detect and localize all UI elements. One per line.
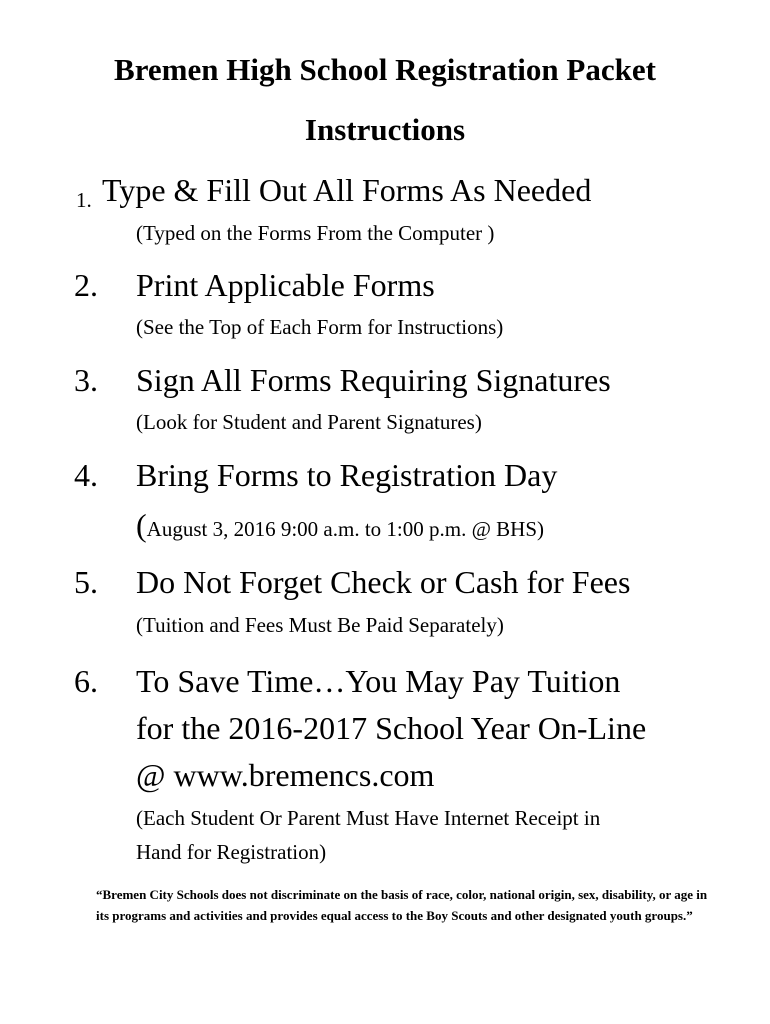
step-number: 1.: [76, 188, 92, 212]
page-title: Bremen High School Registration Packet: [114, 52, 656, 87]
step-number: 6.: [74, 663, 98, 699]
page-subtitle: Instructions: [304, 112, 466, 147]
step-heading-line-2: for the 2016-2017 School Year On-Line: [136, 710, 647, 746]
note-open-paren: (: [136, 507, 147, 543]
step-heading: Bring Forms to Registration Day: [136, 457, 558, 493]
step-note: (Tuition and Fees Must Be Paid Separately): [136, 613, 504, 637]
non-discrimination-statement: “Bremen City Schools does not discriminate on the basis of race, color, national origin, sex, disability, or age in its programs and activities and provides equal access to the Boy Scouts and other designated youth groups.”: [96, 887, 708, 923]
step-heading: Type & Fill Out All Forms As Needed: [102, 172, 592, 208]
step-note-line-1: (Each Student Or Parent Must Have Internet Receipt in: [136, 806, 601, 830]
step-number: 5.: [74, 564, 98, 600]
step-heading: Sign All Forms Requiring Signatures: [136, 362, 611, 398]
step-note: (See the Top of Each Form for Instructions): [136, 315, 504, 339]
step-note: (Look for Student and Parent Signatures): [136, 410, 482, 434]
step-number: 2.: [74, 267, 98, 303]
step-note: (Typed on the Forms From the Computer ): [136, 221, 495, 245]
step-number: 4.: [74, 457, 98, 493]
registration-date-time: August 3, 2016 9:00 a.m. to 1:00 p.m. @ BHS): [146, 517, 545, 541]
step-note: [136, 506, 544, 544]
step-number: 3.: [74, 362, 98, 398]
website-link[interactable]: @ www.bremencs.com: [136, 757, 435, 793]
step-heading: Do Not Forget Check or Cash for Fees: [136, 564, 631, 600]
step-note-line-2: Hand for Registration): [136, 840, 327, 864]
step-heading: Print Applicable Forms: [136, 267, 435, 303]
step-heading-line-1: To Save Time…You May Pay Tuition: [136, 663, 621, 699]
